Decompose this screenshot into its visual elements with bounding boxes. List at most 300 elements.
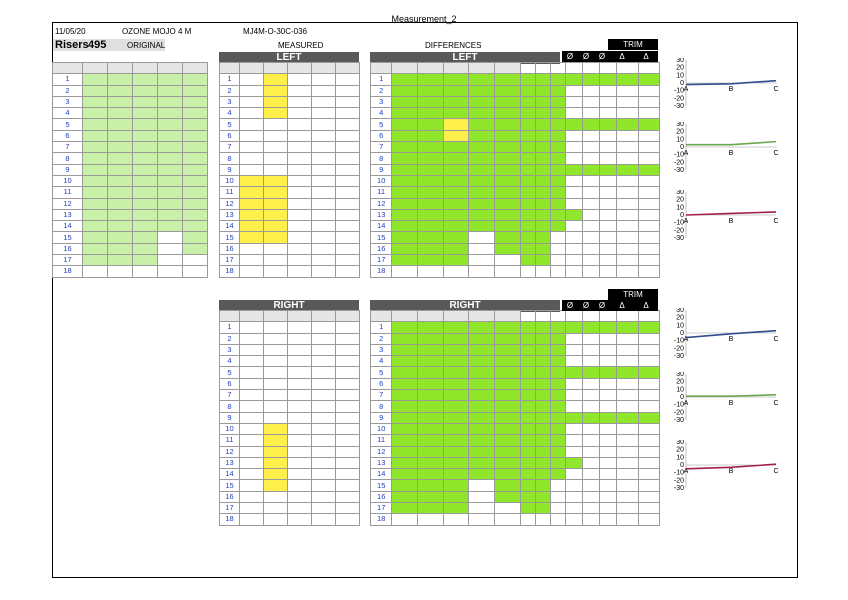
difference-cell [443,221,469,232]
row-number: 13 [220,209,240,220]
difference-cell [443,378,469,389]
y-tick-label: 20 [676,196,684,204]
difference-cell [392,266,418,277]
row-number: 6 [53,130,83,141]
measured-cell [336,446,360,457]
original-cell [183,108,208,119]
measured-cell [312,209,336,220]
original-cell [158,232,183,243]
date-label: 11/05/20 [55,27,86,36]
y-tick-label: -20 [673,227,684,235]
difference-cell [535,255,550,266]
difference-cell [495,266,521,277]
measured-cell [336,457,360,468]
measured-cell [264,390,288,401]
trim-sub-head [582,63,599,74]
trim-cell [638,221,659,232]
difference-cell [418,130,444,141]
trim-cell [638,491,659,502]
difference-cell [469,266,495,277]
difference-cell [535,142,550,153]
difference-cell [520,401,535,412]
trim-sub-head [582,311,599,322]
difference-cell [520,378,535,389]
difference-cell [418,209,444,220]
trim-sub-head [638,63,659,74]
measured-cell [312,108,336,119]
measured-cell [288,446,312,457]
original-cell [158,108,183,119]
row-number: 11 [220,187,240,198]
row-number: 6 [371,378,392,389]
original-cell [83,142,108,153]
y-tick-label: 30 [676,308,684,314]
difference-cell [520,435,535,446]
measured-cell [288,514,312,525]
trim-cell [565,96,582,107]
measured-cell [264,130,288,141]
col-head-b [264,311,288,322]
measured-cell [336,119,360,130]
original-cell [183,266,208,277]
difference-cell [550,435,565,446]
difference-cell [495,175,521,186]
difference-cell [392,469,418,480]
original-cell [183,243,208,254]
row-number: 10 [371,423,392,434]
difference-cell [550,119,565,130]
measured-cell [288,255,312,266]
original-cell [108,232,133,243]
trim-cell [617,198,638,209]
measured-cell [288,457,312,468]
measured-cell [264,108,288,119]
measured-cell [288,333,312,344]
wing-name: OZONE MOJO 4 M [122,27,192,36]
difference-cell [443,198,469,209]
measured-cell [240,412,264,423]
difference-cell [469,198,495,209]
row-number: 13 [220,457,240,468]
difference-cell [550,322,565,333]
col-head-d [469,311,495,322]
y-tick-label: -20 [673,409,684,417]
x-tick-label: C [773,150,779,157]
row-number: 4 [53,108,83,119]
difference-cell [469,130,495,141]
difference-cell [550,198,565,209]
difference-cell [469,175,495,186]
difference-cell [550,367,565,378]
difference-cell [550,221,565,232]
original-cell [133,243,158,254]
difference-cell [418,74,444,85]
difference-cell [418,175,444,186]
difference-cell [418,164,444,175]
y-tick-label: 20 [676,446,684,454]
measured-cell [264,142,288,153]
measured-cell [312,423,336,434]
difference-cell [495,209,521,220]
row-number: 12 [371,446,392,457]
series-line [686,212,776,215]
row-number: 8 [371,401,392,412]
y-tick-label: -20 [673,477,684,485]
measured-cell [336,514,360,525]
difference-cell [495,423,521,434]
col-head-c [288,311,312,322]
difference-cell [418,390,444,401]
measured-cell [288,130,312,141]
difference-cell [469,423,495,434]
difference-cell [443,469,469,480]
difference-cell [535,164,550,175]
measured-cell [288,322,312,333]
measured-cell [336,175,360,186]
measured-cell [240,480,264,491]
original-cell [158,209,183,220]
row-number: 14 [371,469,392,480]
row-number: 2 [220,85,240,96]
right-diff-header: RIGHT [370,300,560,312]
x-tick-label: A [683,218,689,225]
difference-cell [418,255,444,266]
x-tick-label: B [728,218,734,225]
original-cell [133,74,158,85]
x-tick-label: C [773,400,779,407]
right-measured-table [219,310,360,526]
trim-cell [638,423,659,434]
row-number: 16 [371,491,392,502]
trim-cell [600,198,617,209]
left-trim-header: TRIM [608,39,658,50]
measured-cell [240,378,264,389]
trim-cell [617,435,638,446]
original-cell [158,255,183,266]
difference-cell [535,491,550,502]
trim-cell [638,435,659,446]
difference-cell [469,457,495,468]
measured-cell [240,175,264,186]
corner-cell [53,63,83,74]
delta-head-delta-ab: Δ [610,51,634,62]
trim-cell [582,232,599,243]
col-head-d [469,63,495,74]
col-head-c [133,63,158,74]
trim-cell [617,344,638,355]
original-cell [108,243,133,254]
trim-cell [565,232,582,243]
trim-cell [600,356,617,367]
row-number: 17 [371,255,392,266]
difference-cell [443,175,469,186]
measured-cell [264,255,288,266]
trim-cell [617,423,638,434]
trim-cell [638,130,659,141]
measured-cell [264,266,288,277]
difference-cell [535,333,550,344]
measured-cell [288,435,312,446]
measured-cell [336,85,360,96]
measured-cell [240,401,264,412]
difference-cell [443,142,469,153]
trim-cell [582,164,599,175]
difference-cell [550,85,565,96]
trim-cell [617,175,638,186]
difference-cell [550,446,565,457]
row-number: 16 [220,243,240,254]
trim-cell [565,344,582,355]
measured-cell [312,198,336,209]
row-number: 3 [53,96,83,107]
difference-cell [392,153,418,164]
trim-cell [582,85,599,96]
measured-cell [240,322,264,333]
difference-cell [550,232,565,243]
col-head-b [418,63,444,74]
trim-cell [582,142,599,153]
difference-cell [520,457,535,468]
trim-cell [600,514,617,525]
difference-cell [392,480,418,491]
difference-cell [520,266,535,277]
measured-cell [264,175,288,186]
col-head-k [495,311,521,322]
difference-cell [392,514,418,525]
difference-cell [469,209,495,220]
difference-cell [469,412,495,423]
y-tick-label: 10 [676,322,684,330]
trim-cell [582,209,599,220]
difference-cell [392,457,418,468]
col-head-a [83,63,108,74]
measured-cell [288,401,312,412]
trim-cell [617,209,638,220]
difference-cell [392,209,418,220]
trim-cell [638,469,659,480]
difference-cell [469,469,495,480]
difference-cell [443,255,469,266]
row-number: 8 [220,153,240,164]
measured-cell [336,96,360,107]
original-cell [183,198,208,209]
difference-cell [392,503,418,514]
original-cell [108,164,133,175]
y-tick-label: -10 [673,151,684,159]
y-tick-label: 30 [676,58,684,64]
measured-cell [312,266,336,277]
trim-cell [565,266,582,277]
col-head-k [183,63,208,74]
measured-cell [240,423,264,434]
trim-sub-head [617,63,638,74]
measured-cell [240,85,264,96]
measured-cell [312,390,336,401]
trim-cell [582,514,599,525]
trim-cell [638,412,659,423]
trim-cell [600,96,617,107]
difference-cell [392,119,418,130]
original-cell [83,96,108,107]
row-number: 17 [53,255,83,266]
original-cell [133,232,158,243]
difference-cell [495,232,521,243]
original-cell [183,130,208,141]
difference-cell [469,96,495,107]
difference-cell [418,322,444,333]
trim-cell [582,255,599,266]
measured-cell [288,175,312,186]
measured-cell [264,356,288,367]
original-cell [83,209,108,220]
trim-cell [565,74,582,85]
measured-cell [336,108,360,119]
difference-cell [418,221,444,232]
difference-cell [520,221,535,232]
original-cell [158,164,183,175]
measured-cell [336,469,360,480]
difference-cell [550,74,565,85]
difference-cell [520,119,535,130]
trim-cell [600,221,617,232]
measured-cell [240,333,264,344]
measured-cell [240,435,264,446]
y-tick-label: 0 [680,80,684,87]
difference-cell [535,198,550,209]
row-number: 7 [220,142,240,153]
difference-cell [443,266,469,277]
trim-sub-head [638,311,659,322]
x-tick-label: C [773,218,779,225]
difference-cell [418,243,444,254]
difference-cell [469,243,495,254]
original-cell [108,96,133,107]
difference-cell [418,503,444,514]
difference-cell [520,255,535,266]
trim-cell [638,74,659,85]
original-cell [108,119,133,130]
measured-cell [336,333,360,344]
trim-cell [600,435,617,446]
difference-cell [392,378,418,389]
measured-cell [264,378,288,389]
row-number: 3 [220,344,240,355]
measured-cell [312,457,336,468]
original-cell [133,164,158,175]
original-cell [83,198,108,209]
row-number: 10 [220,175,240,186]
trim-cell [565,446,582,457]
delta-head-delta-bc: Δ [634,300,658,311]
difference-cell [418,446,444,457]
measured-cell [312,491,336,502]
row-number: 11 [371,435,392,446]
measured-cell [336,423,360,434]
measured-cell [264,412,288,423]
y-tick-label: -10 [673,87,684,95]
difference-cell [550,344,565,355]
trim-cell [565,367,582,378]
measured-cell [240,187,264,198]
mini-chart-left-1 [670,58,782,110]
difference-cell [469,514,495,525]
trim-cell [600,344,617,355]
y-tick-label: 0 [680,394,684,401]
difference-cell [550,333,565,344]
trim-cell [600,322,617,333]
risers-label: Risers [55,39,89,51]
measured-cell [264,243,288,254]
right-diff-table [370,310,660,526]
original-cell [133,142,158,153]
original-cell [133,130,158,141]
difference-cell [520,503,535,514]
measured-cell [288,198,312,209]
trim-cell [600,142,617,153]
delta-head-phi-c: Ø [594,51,610,62]
difference-cell [495,356,521,367]
trim-cell [638,390,659,401]
row-number: 8 [371,153,392,164]
measured-cell [240,153,264,164]
difference-cell [418,401,444,412]
difference-cell [550,503,565,514]
measured-cell [312,130,336,141]
row-number: 15 [53,232,83,243]
difference-cell [443,480,469,491]
difference-cell [535,266,550,277]
y-tick-label: 30 [676,122,684,128]
row-number: 4 [220,356,240,367]
difference-cell [535,469,550,480]
difference-cell [535,457,550,468]
measured-cell [240,446,264,457]
row-number: 18 [220,266,240,277]
difference-cell [392,142,418,153]
difference-cell [535,480,550,491]
measured-cell [312,412,336,423]
x-tick-label: B [728,150,734,157]
trim-cell [582,153,599,164]
delta-head-delta-ab: Δ [610,300,634,311]
delta-head-phi-b: Ø [578,300,594,311]
difference-cell [392,390,418,401]
difference-cell [443,423,469,434]
trim-cell [582,175,599,186]
trim-cell [638,367,659,378]
difference-cell [535,446,550,457]
trim-cell [617,457,638,468]
difference-cell [495,344,521,355]
difference-cell [443,446,469,457]
measured-cell [264,480,288,491]
difference-cell [469,378,495,389]
difference-cell [520,232,535,243]
trim-cell [600,119,617,130]
row-number: 14 [53,221,83,232]
difference-cell [520,187,535,198]
difference-cell [495,255,521,266]
col-head-extra [550,311,565,322]
difference-cell [392,96,418,107]
difference-cell [443,85,469,96]
row-number: 17 [371,503,392,514]
row-number: 8 [220,401,240,412]
difference-cell [418,119,444,130]
trim-cell [582,96,599,107]
difference-cell [443,344,469,355]
trim-cell [582,221,599,232]
